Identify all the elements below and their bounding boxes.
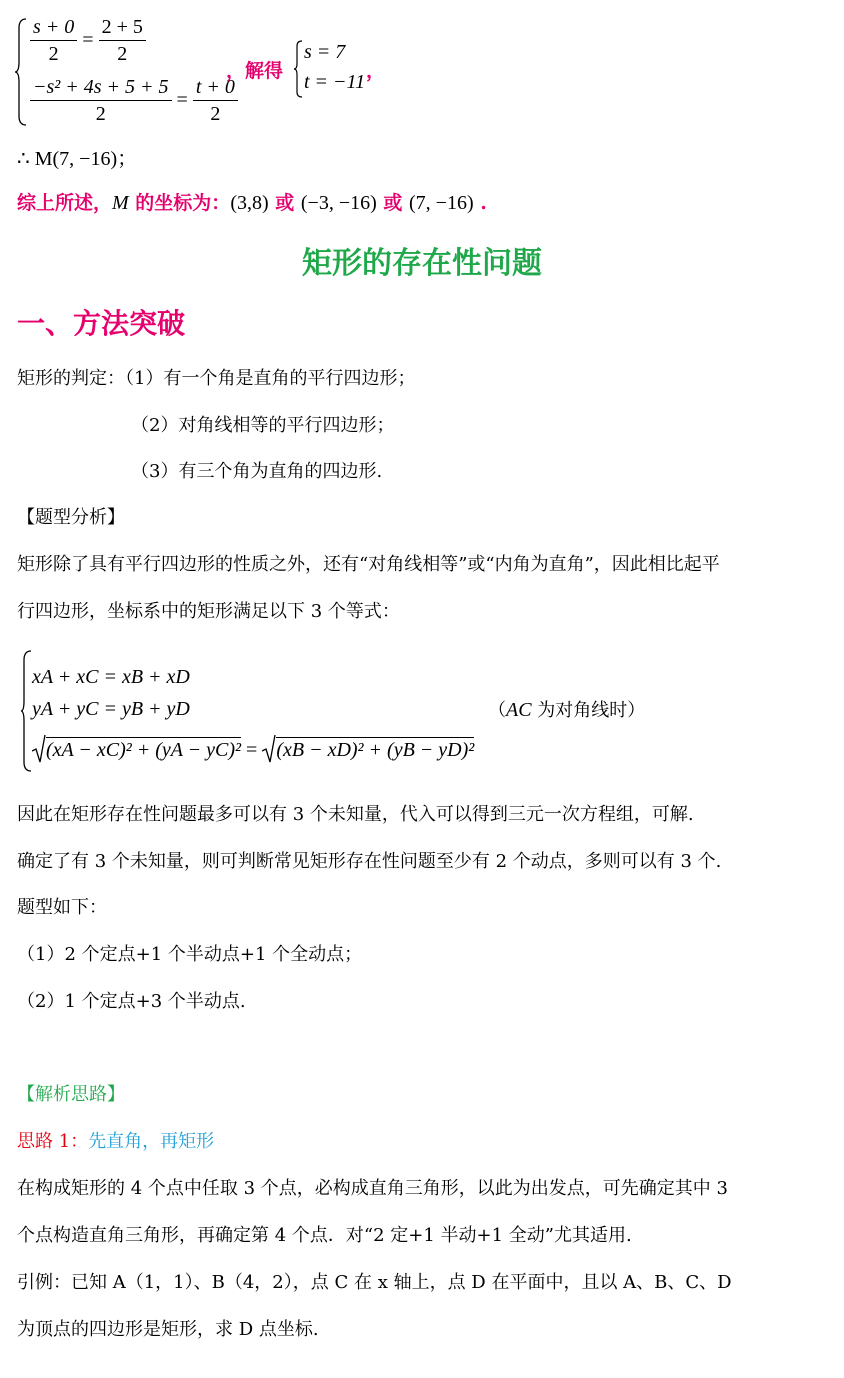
criteria-2: （2）对角线相等的平行四边形； [131,415,395,436]
radical-icon [262,734,276,764]
left-brace-system2 [20,650,32,772]
system1-eq1: $\frac{s + 0}{2}$ = $\frac{2 + 5}{2}$ [30,14,146,67]
note-rest: 为对角线时） [531,700,646,721]
summary-line [17,188,487,215]
left-brace-system1 [14,18,28,126]
note-open: （ [488,700,506,721]
sqrt-left-content: (xA − xC)² + (yA − yC)² [46,739,242,761]
system1-eq2: $\frac{\text{−s² + 4s + 5 + 5}}{2}$ = $\frac{t + 0}{2}$ [30,74,238,127]
sqrt-right-content: (xB − xD)² + (yB − yD)² [276,739,475,761]
system2-eq1: xA + xC = xB + xD [32,666,190,688]
right-brace-solution [293,40,303,98]
frac-den: 2 [95,103,106,125]
frac-num: 2 + 5 [99,14,146,41]
solution-t: t = −11 [304,71,366,93]
summary-or2: 或 [376,192,409,214]
example-paragraph-2: 为顶点的四边形是矩形，求 D 点坐标. [17,1319,319,1340]
paragraph-a: 因此在矩形存在性问题最多可以有 3 个未知量，代入可以得到三元一次方程组，可解. [17,804,694,825]
page-title: 矩形的存在性问题 [302,246,542,281]
criteria-1: 矩形的判定：（1）有一个角是直角的平行四边形； [17,368,416,389]
system2-note [488,696,645,722]
idea-1 [17,1127,214,1153]
paragraph-c: 题型如下： [17,897,107,918]
result-line: ∴ M(7, −16)； [17,148,138,170]
frac-num: −s² + 4s + 5 + 5 [30,74,172,101]
summary-or1: 或 [268,192,301,214]
summary-end: . [473,192,487,214]
sqrt-right [262,734,474,764]
solve-label: ，解得 [226,60,284,82]
summary-mid: 的坐标为： [128,192,231,214]
solution-s: s = 7 [304,41,346,63]
idea-paragraph-2: 个点构造直角三角形，再确定第 4 个点．对“2 定+1 半动+1 全动”尤其适用. [17,1225,632,1246]
paragraph-b: 确定了有 3 个未知量，则可判断常见矩形存在性问题至少有 2 个动点，多则可以有 3 个. [17,851,722,872]
frac-den: 2 [210,103,221,125]
system2-eq3: (xA − xC)² + (yA − yC)² = (xB − xD)² + (yB − yD)² [32,734,474,764]
system2-eq2: yA + yC = yB + yD [32,698,190,720]
summary-p3: (7, −16) [409,192,474,214]
frac-den: 2 [48,43,59,65]
section-heading: 一、方法突破 [17,307,186,340]
summary-m: M [112,192,129,214]
frac-den: 2 [117,43,128,65]
frac-num: s + 0 [30,14,77,41]
idea-1-label: 思路 1： [17,1131,89,1152]
note-ac: AC [506,699,532,721]
thinking-heading: 【解析思路】 [17,1084,125,1105]
summary-prefix: 综上所述， [17,192,113,214]
summary-p1: (3,8) [230,192,269,214]
criteria-3: （3）有三个角为直角的四边形. [131,461,383,482]
frac-num: t + 0 [193,74,238,101]
solution-trail: ， [366,60,386,82]
analysis-paragraph-1: 矩形除了具有平行四边形的性质之外，还有“对角线相等”或“内角为直角”，因此相比起平 [17,554,720,575]
radical-icon [32,734,46,764]
idea-1-text: 先直角，再矩形 [88,1131,215,1152]
analysis-paragraph-2: 行四边形，坐标系中的矩形满足以下 3 个等式： [17,601,400,622]
analysis-heading: 【题型分析】 [17,507,125,528]
summary-p2: (−3, −16) [300,192,377,214]
sqrt-left [32,734,241,764]
example-paragraph-1: 引例：已知 A（1，1）、B（4，2），点 C 在 x 轴上，点 D 在平面中，且以 A、B、C、D [17,1272,732,1293]
idea-paragraph-1: 在构成矩形的 4 个点中任取 3 个点，必构成直角三角形，以此为出发点，可先确定其中 3 [17,1178,728,1199]
type-1: （1）2 个定点+1 个半动点+1 个全动点； [17,944,363,965]
type-2: （2）1 个定点+3 个半动点. [17,991,246,1012]
